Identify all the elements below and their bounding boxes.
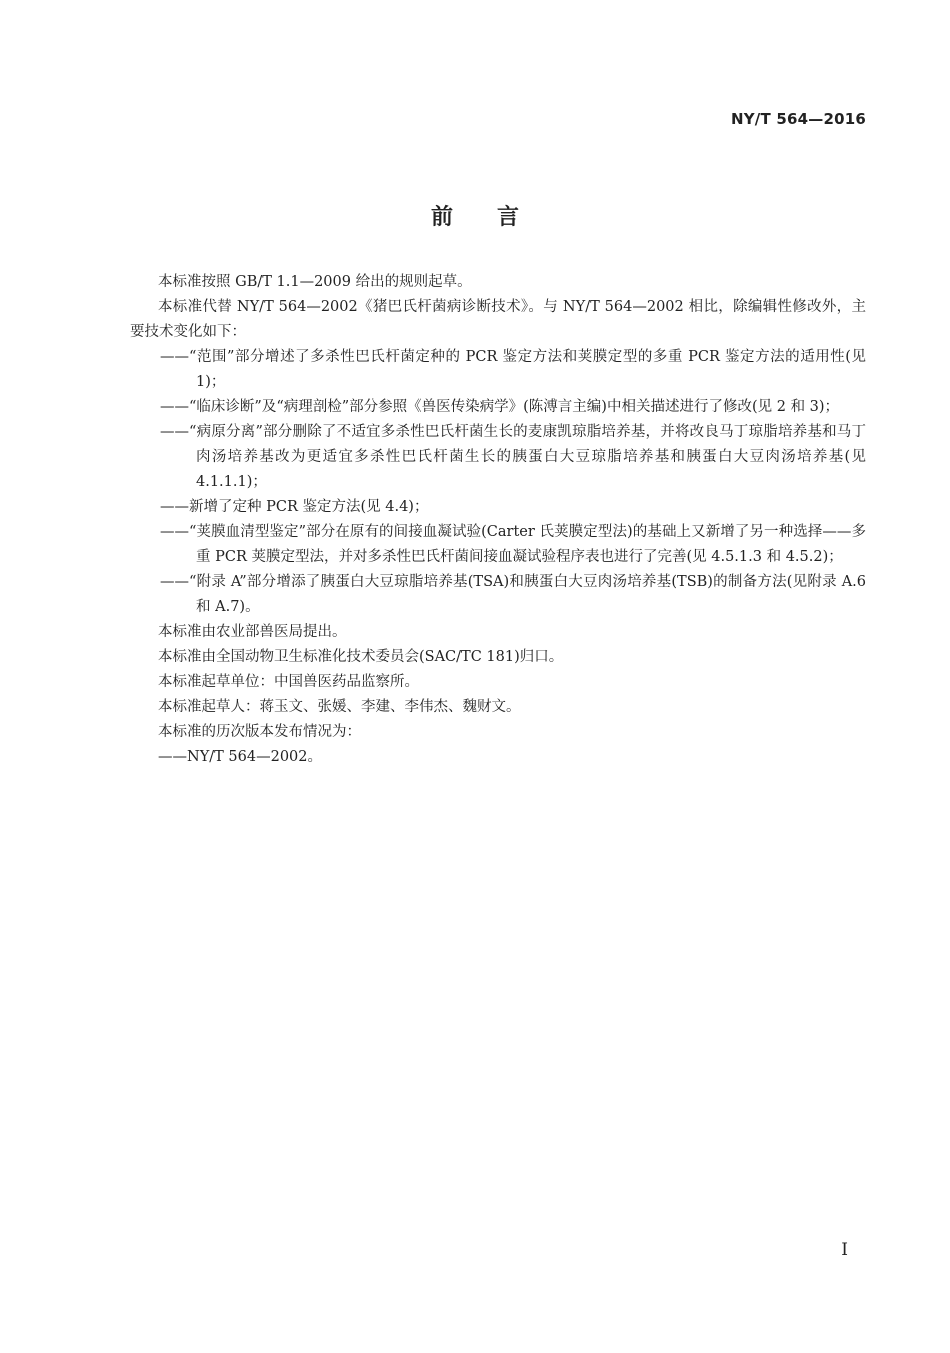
- paragraph-committee: 本标准由全国动物卫生标准化技术委员会(SAC/TC 181)归口。: [158, 649, 564, 665]
- page-title: 前言: [430, 205, 563, 230]
- paragraph-drafting-unit: 本标准起草单位：中国兽医药品监察所。: [158, 674, 419, 690]
- change-item: ——“范围”部分增述了多杀性巴氏杆菌定种的 PCR 鉴定方法和荚膜定型的多重 PCR 鉴定方法的适用性(见 1)；: [160, 349, 866, 390]
- document-code: NY/T 564—2016: [730, 110, 866, 128]
- foreword-body: [130, 270, 866, 770]
- change-item: ——“附录 A”部分增添了胰蛋白大豆琼脂培养基(TSA)和胰蛋白大豆肉汤培养基(TSB)的制备方法(见附录 A.6 和 A.7)。: [160, 574, 866, 615]
- page-number: I: [841, 1240, 848, 1260]
- history-item: ——NY/T 564—2002。: [158, 749, 323, 765]
- change-item: ——“临床诊断”及“病理剖检”部分参照《兽医传染病学》(陈溥言主编)中相关描述进行了修改(见 2 和 3)；: [160, 399, 840, 415]
- change-item: ——“荚膜血清型鉴定”部分在原有的间接血凝试验(Carter 氏荚膜定型法)的基础上又新增了另一种选择——多重 PCR 荚膜定型法，并对多杀性巴氏杆菌间接血凝试验程序表也进行了完善(见 4.5.1.3 和 4.5.2)；: [160, 524, 866, 565]
- paragraph-history-intro: 本标准的历次版本发布情况为：: [158, 724, 361, 740]
- change-item: ——“病原分离”部分删除了不适宜多杀性巴氏杆菌生长的麦康凯琼脂培养基，并将改良马丁琼脂培养基和马丁肉汤培养基改为更适宜多杀性巴氏杆菌生长的胰蛋白大豆琼脂培养基和胰蛋白大豆肉汤培养基(见 4.1.1.1)；: [160, 424, 866, 490]
- paragraph-proposer: 本标准由农业部兽医局提出。: [158, 624, 347, 640]
- paragraph-drafters: 本标准起草人：蒋玉文、张媛、李建、李伟杰、魏财文。: [158, 699, 521, 715]
- paragraph-drafting-rule: 本标准按照 GB/T 1.1—2009 给出的规则起草。: [158, 274, 472, 290]
- paragraph-replacement: 本标准代替 NY/T 564—2002《猪巴氏杆菌病诊断技术》。与 NY/T 564—2002 相比，除编辑性修改外，主要技术变化如下：: [130, 299, 866, 340]
- change-item: ——新增了定种 PCR 鉴定方法(见 4.4)；: [160, 499, 429, 515]
